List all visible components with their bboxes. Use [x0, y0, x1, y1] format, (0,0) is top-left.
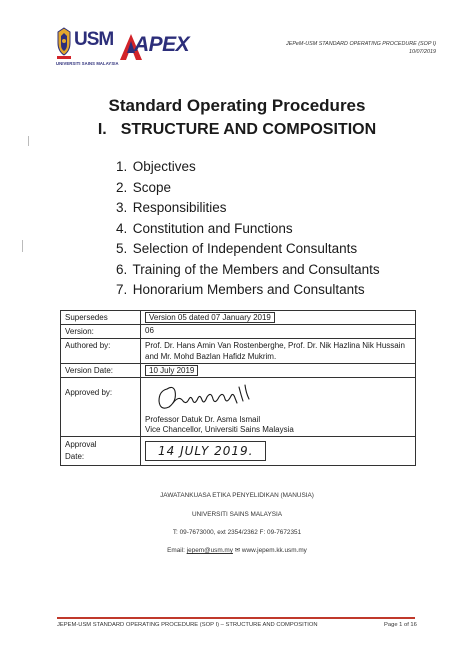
version-date-value: 10 July 2019 [145, 365, 198, 376]
email-prefix: Email: [167, 547, 185, 554]
table-row [61, 325, 416, 339]
apex-logo-text: APEX [134, 33, 190, 56]
list-item-number: 6. [116, 261, 128, 277]
footer-divider [57, 617, 415, 619]
university-name: UNIVERSITI SAINS MALAYSIA [191, 511, 283, 518]
list-item-label: Scope [132, 179, 172, 195]
supersedes-label: Supersedes [61, 311, 141, 325]
list-item-number: 7. [116, 282, 128, 297]
authored-value-line-1: Prof. Dr. Hans Amin Van Rostenberghe, Prof. Dr. Nik Hazlina Nik Hussain [145, 341, 405, 350]
version-date-label: Version Date: [61, 364, 141, 378]
usm-crest-icon [55, 27, 73, 63]
header-doc-info [286, 40, 436, 56]
list-item-number: 4. [116, 220, 128, 236]
approved-label: Approved by: [61, 378, 141, 437]
header-doc-date: 10/07/2019 [409, 49, 436, 55]
list-item [116, 157, 380, 178]
list-item-number: 1. [116, 159, 128, 174]
version-label: Version: [61, 325, 141, 339]
phone-fax: T: 09-7673000, ext 2354/2362 F: 09-7672351 [172, 529, 302, 536]
footer-page-number: Page 1 of 16 [384, 622, 417, 628]
approver-name: Professor Datuk Dr. Asma Ismail [145, 415, 261, 424]
list-item-number: 2. [116, 179, 128, 195]
list-item-number: 5. [116, 241, 128, 256]
list-item [116, 280, 380, 301]
usm-logo-subtitle: UNIVERSITI SAINS MALAYSIA [56, 61, 119, 66]
approval-date-handwritten: 14 JULY 2019. [158, 444, 254, 458]
list-item-label: Constitution and Functions [132, 220, 293, 236]
list-item [116, 178, 380, 199]
supersedes-value: Version 05 dated 07 January 2019 [145, 312, 275, 323]
list-item-label: Responsibilities [132, 200, 227, 215]
version-value: 06 [141, 325, 416, 339]
contact-email-website [0, 546, 474, 554]
usm-logo [55, 27, 119, 69]
list-item-number: 3. [116, 200, 128, 215]
apex-logo [117, 29, 190, 67]
table-row [61, 364, 416, 378]
approval-date-label [61, 437, 141, 466]
usm-logo-text: USM [74, 29, 114, 50]
envelope-icon: ✉ [234, 547, 241, 554]
authored-value-line-2: and Mr. Mohd Bazlan Hafidz Mukrim. [145, 352, 277, 361]
list-item [116, 260, 380, 281]
list-item [116, 239, 380, 260]
approver-title: Vice Chancellor, Universiti Sains Malaysia [145, 425, 294, 434]
section-roman-numeral: I. [97, 121, 107, 138]
signature-icon [153, 381, 263, 415]
signature [145, 379, 411, 415]
page-title: Standard Operating Procedures [108, 96, 366, 115]
list-item-label: Objectives [132, 159, 196, 174]
list-item [116, 198, 380, 219]
section-title [0, 121, 474, 139]
document-control-table [60, 310, 416, 466]
list-item-label: Training of the Members and Consultants [132, 261, 380, 277]
header-doc-code: JEPeM-USM STANDARD OPERATING PROCEDURE (SOP I) [286, 41, 436, 47]
list-item-label: Selection of Independent Consultants [132, 241, 358, 256]
approval-label-line-1: Approval [65, 440, 97, 449]
approval-date-box [145, 441, 266, 461]
approved-value [141, 378, 416, 437]
list-item [116, 219, 380, 240]
table-row [61, 378, 416, 437]
website-link[interactable]: www.jepem.kk.usm.my [241, 547, 307, 554]
committee-name: JAWATANKUASA ETIKA PENYELIDIKAN (MANUSIA) [160, 492, 314, 499]
authored-value [141, 339, 416, 364]
approval-label-line-2: Date: [65, 452, 85, 461]
scan-mark [22, 240, 23, 252]
footer-doc-title: JEPEM-USM STANDARD OPERATING PROCEDURE (SOP I) – STRUCTURE AND COMPOSITION [57, 622, 318, 628]
authored-label: Authored by: [61, 339, 141, 364]
section-title-text: STRUCTURE AND COMPOSITION [120, 121, 377, 138]
table-row [61, 437, 416, 466]
table-row [61, 311, 416, 325]
list-item-label: Honorarium Members and Consultants [132, 282, 365, 297]
scan-mark [28, 136, 29, 146]
email-link[interactable]: jepem@usm.my [186, 547, 233, 554]
table-row [61, 339, 416, 364]
contents-list [116, 157, 380, 301]
